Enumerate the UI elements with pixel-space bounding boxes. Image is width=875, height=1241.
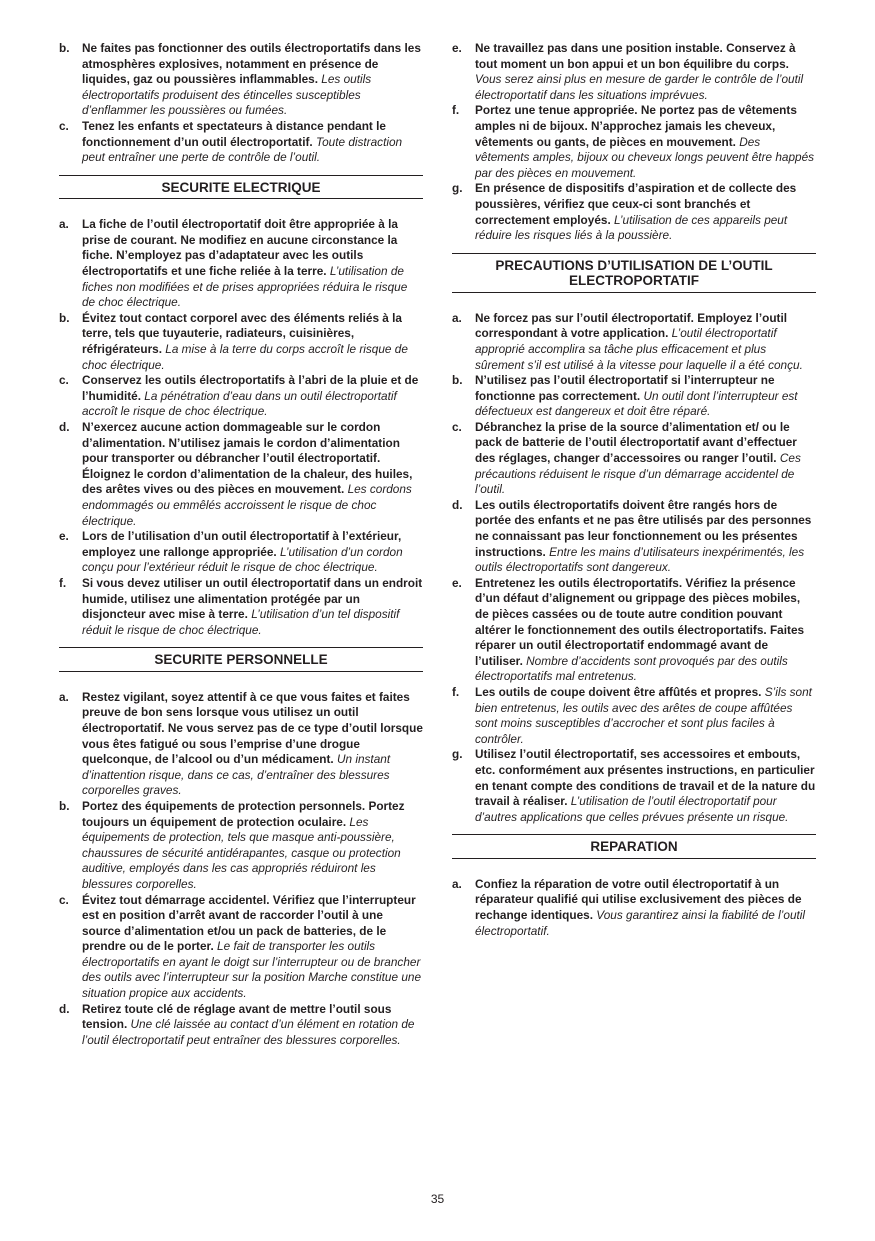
section-heading-reparation: REPARATION bbox=[452, 834, 816, 859]
list-item bbox=[452, 311, 816, 373]
item-explanation: Les cordons endommagés ou emmêlés accroissent le risque de choc électrique. bbox=[82, 482, 412, 528]
item-letter: a. bbox=[59, 217, 69, 232]
item-letter: b. bbox=[59, 798, 70, 813]
item-explanation: L’utilisation de fiches non modifiées et de prises appropriées réduira le risque de choc électrique. bbox=[82, 264, 408, 310]
list-item bbox=[452, 181, 816, 243]
item-explanation: L’utilisation de ces appareils peut réduire les risques liés à la poussière. bbox=[475, 212, 788, 243]
item-instruction: Débranchez la prise de la source d’alimentation et/ ou le pack de batterie de l’outil électroportatif avant d’effectuer des réglages, changer d’accessoires ou ranger l’outil. bbox=[475, 419, 797, 466]
item-letter: f. bbox=[59, 575, 67, 590]
item-explanation: L’utilisation d’un cordon conçu pour l’extérieur réduit le risque de choc électrique. bbox=[82, 544, 403, 575]
item-explanation: Les équipements de protection, tels que masque anti-poussière, chaussures de sécurité antidérapantes, casque ou protection auditive, employés dans les cas appropriés réduiront les blessures corporelles. bbox=[82, 814, 401, 891]
item-instruction: Utilisez l’outil électroportatif, ses accessoires et embouts, etc. conformément aux présentes instructions, en particulier en tenant compte des conditions de travail et de la nature du travail à réaliser. bbox=[475, 747, 816, 809]
item-letter: e. bbox=[59, 529, 69, 544]
list-item bbox=[59, 119, 423, 166]
item-instruction: Portez une tenue appropriée. Ne portez pas de vêtements amples ni de bijoux. N’approchez jamais les cheveux, vêtements ou gants, de pièces en mouvement. bbox=[475, 103, 797, 149]
item-explanation: La pénétration d’eau dans un outil électroportatif accroît le risque de choc électrique. bbox=[82, 388, 397, 419]
item-instruction: Portez des équipements de protection personnels. Portez toujours un équipement de protection oculaire. bbox=[82, 798, 405, 829]
item-explanation: S’ils sont bien entretenus, les outils avec des arêtes de coupe affûtées sont moins susceptibles d’accrocher et sont plus faciles à contrôler. bbox=[475, 684, 812, 746]
item-letter: a. bbox=[452, 310, 462, 325]
right-column bbox=[452, 41, 816, 939]
item-letter: c. bbox=[59, 892, 69, 907]
item-explanation: Ces précautions réduisent le risque d’un démarrage accidentel de l’outil. bbox=[475, 451, 801, 497]
list-item bbox=[59, 311, 423, 373]
item-letter: a. bbox=[59, 689, 69, 704]
list-item bbox=[59, 576, 423, 638]
item-explanation: Vous serez ainsi plus en mesure de garder le contrôle de l’outil électroportatif dans les situations imprévues. bbox=[475, 72, 804, 102]
item-explanation: Nombre d’accidents sont provoqués par des outils électroportatifs mal entretenus. bbox=[475, 653, 788, 684]
item-instruction: Confiez la réparation de votre outil électroportatif à un réparateur qualifié qui utilise exclusivement des pièces de rechange identiques. bbox=[475, 876, 802, 922]
item-letter: b. bbox=[452, 373, 463, 388]
item-letter: g. bbox=[452, 747, 463, 762]
list-item bbox=[59, 799, 423, 893]
list-item bbox=[452, 103, 816, 181]
item-instruction: Tenez les enfants et spectateurs à distance pendant le fonctionnement d’un outil électroportatif. bbox=[82, 118, 386, 149]
item-instruction: N’utilisez pas l’outil électroportatif si l’interrupteur ne fonctionne pas correctement. bbox=[475, 373, 775, 403]
item-explanation: Les outils électroportatifs produisent des étincelles susceptibles d’enflammer les poussières ou fumées. bbox=[82, 72, 372, 118]
left-column bbox=[59, 41, 423, 1048]
list-item bbox=[452, 576, 816, 685]
item-instruction: Entretenez les outils électroportatifs. Vérifiez la présence d’un défaut d’alignement ou grippage des pièces mobiles, de pièces cassées ou de toute autre condition pouvant altérer le fonctionnement des outils électroportatifs. Faites réparer un outil électroportatif endommagé avant de l’utiliser. bbox=[475, 575, 805, 668]
list-item bbox=[59, 217, 423, 311]
list-item bbox=[452, 877, 816, 939]
page-number: 35 bbox=[430, 1192, 445, 1206]
list-item bbox=[59, 41, 423, 119]
section-heading-personnelle: SECURITE PERSONNELLE bbox=[59, 647, 423, 672]
item-explanation: Une clé laissée au contact d’un élément en rotation de l’outil électroportatif peut entraîner des blessures corporelles. bbox=[82, 1017, 415, 1047]
item-instruction: Conservez les outils électroportatifs à l’abri de la pluie et de l’humidité. bbox=[82, 373, 419, 403]
item-explanation: Des vêtements amples, bijoux ou cheveux longs peuvent être happés par des pièces en mouvement. bbox=[475, 134, 815, 180]
item-letter: c. bbox=[452, 419, 462, 434]
item-letter: f. bbox=[452, 684, 460, 699]
item-instruction: Évitez tout démarrage accidentel. Vérifiez que l’interrupteur est en position d’arrêt avant de raccorder l’outil à une source d’alimentation et/ou un pack de batteries, de le prendre ou de le porter. bbox=[82, 892, 416, 954]
item-letter: a. bbox=[452, 876, 462, 891]
item-letter: g. bbox=[452, 181, 463, 196]
list-item bbox=[59, 893, 423, 1002]
list-item bbox=[452, 498, 816, 576]
item-explanation: La mise à la terre du corps accroît le risque de choc électrique. bbox=[82, 342, 408, 372]
list-item bbox=[452, 41, 816, 103]
item-instruction: En présence de dispositifs d’aspiration et de collecte des poussières, vérifiez que ceux-ci sont branchés et correctement employés. bbox=[475, 181, 797, 227]
item-instruction: Si vous devez utiliser un outil électroportatif dans un endroit humide, utilisez une alimentation protégée par un disjoncteur avec mise à terre. bbox=[82, 575, 423, 622]
item-instruction: Lors de l’utilisation d’un outil électroportatif à l’extérieur, employez une rallonge appropriée. bbox=[82, 529, 402, 559]
item-explanation: Le fait de transporter les outils électroportatifs en ayant le doigt sur l’interrupteur ou de brancher des outils avec l’interrupteur sur la position Marche constitue une situation propice aux accidents. bbox=[82, 939, 422, 1001]
item-letter: d. bbox=[59, 419, 70, 434]
item-instruction: Restez vigilant, soyez attentif à ce que vous faites et faites preuve de bon sens lorsque vous utilisez un outil électroportatif. Ne vous servez pas de ce type d’outil lorsque vous êtes fatigué ou sous l’emprise d’une drogue quelconque, de l’alcool ou d’un médicament. bbox=[82, 689, 423, 767]
list-item bbox=[452, 373, 816, 420]
item-instruction: Ne faites pas fonctionner des outils électroportatifs dans les atmosphères explosives, notamment en présence de liquides, gaz ou poussières inflammables. bbox=[82, 41, 421, 87]
list-item bbox=[59, 1002, 423, 1049]
item-explanation: L’utilisation d’un tel dispositif réduit le risque de choc électrique. bbox=[82, 607, 400, 637]
item-instruction: Ne travaillez pas dans une position instable. Conservez à tout moment un bon appui et un bon équilibre du corps. bbox=[475, 41, 796, 71]
item-instruction: N’exercez aucune action dommageable sur le cordon d’alimentation. N’utilisez jamais le cordon d’alimentation pour transporter ou débrancher l’outil électroportatif. Éloignez le cordon d’alimentation de la chaleur, des huiles, des arêtes vives ou des pièces en mouvement. bbox=[82, 419, 413, 497]
item-instruction: La fiche de l’outil électroportatif doit être appropriée à la prise de courant. Ne modifiez en aucune circonstance la fiche. N’employez pas d’adaptateur avec les outils électroportatifs et une fiche reliée à la terre. bbox=[82, 217, 398, 279]
item-explanation: Toute distraction peut entraîner une perte de contrôle de l’outil. bbox=[82, 134, 403, 165]
list-item bbox=[452, 685, 816, 747]
section-heading-precautions: PRECAUTIONS D’UTILISATION DE L’OUTIL ELECTROPORTATIF bbox=[452, 253, 816, 293]
list-item bbox=[452, 420, 816, 498]
item-letter: e. bbox=[452, 41, 462, 55]
item-letter: c. bbox=[59, 118, 69, 133]
item-letter: d. bbox=[452, 497, 463, 512]
list-item bbox=[59, 373, 423, 420]
item-instruction: Ne forcez pas sur l’outil électroportatif. Employez l’outil correspondant à votre application. bbox=[475, 310, 788, 341]
item-explanation: Un instant d’inattention risque, dans ce cas, d’entraîner des blessures corporelles graves. bbox=[82, 752, 391, 798]
item-explanation: Un outil dont l’interrupteur est défectueux est dangereux et doit être réparé. bbox=[475, 388, 798, 419]
item-instruction: Retirez toute clé de réglage avant de mettre l’outil sous tension. bbox=[82, 1001, 392, 1032]
item-explanation: Vous garantirez ainsi la fiabilité de l’outil électroportatif. bbox=[475, 908, 806, 938]
list-item bbox=[59, 690, 423, 799]
item-instruction: Évitez tout contact corporel avec des éléments reliés à la terre, tels que tuyauterie, radiateurs, cuisinières, réfrigérateurs. bbox=[82, 310, 402, 356]
item-letter: b. bbox=[59, 41, 70, 55]
item-letter: d. bbox=[59, 1001, 70, 1016]
item-instruction: Les outils électroportatifs doivent être rangés hors de portée des enfants et ne pas être utilisés par des personnes ne connaissant pas leur fonctionnement ou les présentes instructions. bbox=[475, 497, 812, 559]
item-explanation: L’utilisation de l’outil électroportatif pour d’autres applications que celles prévues présente un risque. bbox=[475, 794, 789, 824]
item-explanation: Entre les mains d’utilisateurs inexpérimentés, les outils électroportatifs sont dangereux. bbox=[475, 544, 805, 575]
item-letter: f. bbox=[452, 103, 460, 118]
item-letter: e. bbox=[452, 575, 462, 590]
item-instruction: Les outils de coupe doivent être affûtés et propres. bbox=[475, 684, 762, 699]
list-item bbox=[59, 529, 423, 576]
item-explanation: L’outil électroportatif approprié accomplira sa tâche plus efficacement et plus sûrement s’il est utilisé à la vitesse pour laquelle il a été conçu. bbox=[475, 326, 803, 372]
item-letter: b. bbox=[59, 310, 70, 325]
list-item bbox=[59, 420, 423, 529]
list-item bbox=[452, 747, 816, 825]
section-heading-electrique: SECURITE ELECTRIQUE bbox=[59, 175, 423, 200]
item-letter: c. bbox=[59, 373, 69, 388]
